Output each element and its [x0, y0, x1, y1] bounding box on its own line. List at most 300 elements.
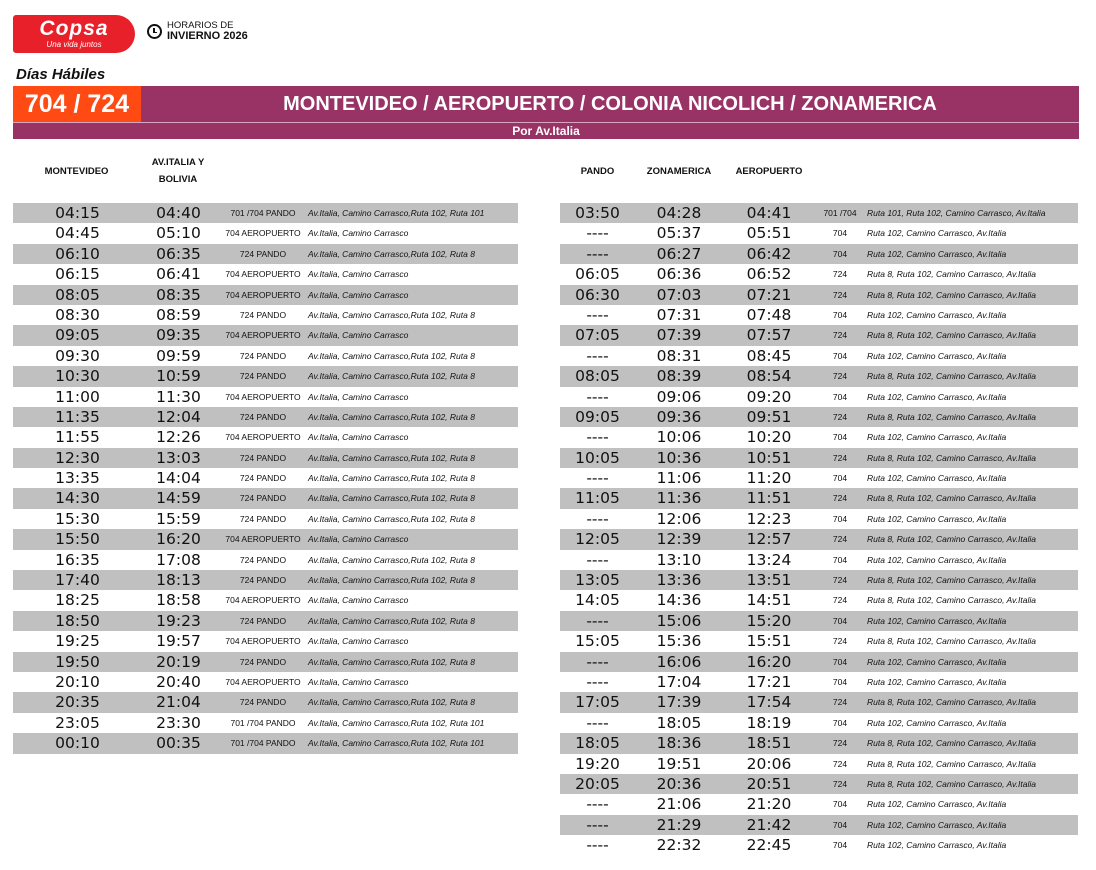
route-via: Ruta 8, Ruta 102, Camino Carrasco, Av.Italia: [867, 534, 1036, 545]
montevideo-time: 13:35: [55, 469, 100, 488]
av-italia-bolivia-time: 16:20: [156, 530, 201, 549]
table-row: [13, 427, 518, 447]
service-label: 704: [832, 799, 848, 810]
table-row: [560, 509, 1078, 529]
service-label: 724: [832, 738, 848, 749]
route-via: Ruta 8, Ruta 102, Camino Carrasco, Av.Italia: [867, 738, 1036, 749]
aeropuerto-time: 07:21: [746, 285, 792, 304]
aeropuerto-time: 14:51: [746, 591, 792, 610]
service-label: 704: [832, 228, 848, 239]
av-italia-bolivia-time: 09:59: [156, 346, 201, 365]
route-via: Av.Italia, Camino Carrasco: [308, 595, 409, 606]
service-label: 704 AEROPUERTO: [225, 269, 301, 280]
pando-time: ----: [586, 611, 609, 630]
service-label: 704: [832, 676, 848, 687]
pando-time: ----: [586, 672, 609, 691]
aeropuerto-time: 12:23: [746, 509, 792, 528]
service-label: 704: [832, 840, 848, 851]
table-row: [13, 244, 518, 264]
pando-time: 11:05: [575, 489, 620, 508]
route-via: Ruta 102, Camino Carrasco, Av.Italia: [867, 391, 1007, 402]
route-via: Ruta 102, Camino Carrasco, Av.Italia: [867, 432, 1007, 443]
header-aeropuerto: AEROPUERTO: [735, 166, 803, 177]
outbound-timetable: [13, 203, 518, 754]
zonamerica-time: 19:51: [656, 754, 702, 773]
av-italia-bolivia-time: 20:19: [156, 652, 201, 671]
aeropuerto-time: 16:20: [746, 652, 792, 671]
route-via: Av.Italia, Camino Carrasco,Ruta 102, Ruta 101: [308, 738, 485, 749]
zonamerica-time: 04:28: [656, 204, 702, 222]
route-via: Ruta 102, Camino Carrasco, Av.Italia: [867, 799, 1007, 810]
table-row: [560, 754, 1078, 774]
aeropuerto-time: 21:42: [746, 815, 792, 834]
service-label: 704: [832, 248, 848, 259]
service-label: 724: [832, 411, 848, 422]
zonamerica-time: 18:36: [656, 734, 702, 753]
header-pando: PANDO: [580, 166, 615, 177]
aeropuerto-time: 21:20: [746, 795, 792, 814]
aeropuerto-time: 07:48: [746, 305, 792, 324]
pando-time: ----: [586, 244, 609, 263]
zonamerica-time: 22:32: [656, 836, 702, 855]
service-label: 724 PANDO: [239, 309, 287, 320]
zonamerica-time: 05:37: [656, 224, 702, 243]
service-label: 724: [832, 330, 848, 341]
pando-time: 19:20: [575, 754, 620, 773]
route-via: Av.Italia, Camino Carrasco: [308, 269, 409, 280]
av-italia-bolivia-time: 09:35: [156, 326, 201, 345]
pando-time: ----: [586, 509, 609, 528]
montevideo-time: 19:50: [55, 652, 100, 671]
montevideo-time: 20:35: [55, 693, 100, 712]
service-label: 701 /704 PANDO: [230, 717, 296, 728]
service-label: 724 PANDO: [239, 615, 287, 626]
table-row: [560, 713, 1078, 733]
av-italia-bolivia-time: 14:04: [156, 469, 201, 488]
zonamerica-time: 07:03: [656, 285, 702, 304]
table-row: [560, 407, 1078, 427]
route-via: Av.Italia, Camino Carrasco,Ruta 102, Ruta 8: [308, 615, 475, 626]
pando-time: ----: [586, 346, 609, 365]
season-label: [147, 21, 248, 41]
table-row: [13, 203, 518, 223]
pando-time: ----: [586, 305, 609, 324]
aeropuerto-time: 18:51: [746, 734, 792, 753]
zonamerica-time: 20:36: [656, 774, 702, 793]
route-via: Av.Italia, Camino Carrasco,Ruta 102, Ruta 8: [308, 697, 475, 708]
service-label: 724 PANDO: [239, 371, 287, 382]
header-zonamerica: ZONAMERICA: [646, 166, 712, 177]
table-row: [560, 305, 1078, 325]
aeropuerto-time: 13:51: [746, 571, 792, 590]
table-row: [13, 285, 518, 305]
route-via: Av.Italia, Camino Carrasco,Ruta 102, Ruta 8: [308, 350, 475, 361]
av-italia-bolivia-time: 21:04: [156, 693, 201, 712]
service-label: 724 PANDO: [239, 554, 287, 565]
av-italia-bolivia-time: 14:59: [156, 489, 201, 508]
zonamerica-time: 06:27: [656, 244, 702, 263]
table-row: [13, 529, 518, 549]
service-label: 704 AEROPUERTO: [225, 391, 301, 402]
montevideo-time: 20:10: [55, 672, 100, 691]
pando-time: ----: [586, 387, 609, 406]
table-row: [560, 285, 1078, 305]
montevideo-time: 06:10: [55, 244, 100, 263]
table-row: [560, 631, 1078, 651]
service-label: 724 PANDO: [239, 248, 287, 259]
table-row: [560, 264, 1078, 284]
aeropuerto-time: 13:24: [746, 550, 792, 569]
montevideo-time: 23:05: [55, 713, 100, 732]
service-label: 704 AEROPUERTO: [225, 289, 301, 300]
service-label: 724: [832, 371, 848, 382]
montevideo-time: 08:30: [55, 305, 100, 324]
aeropuerto-time: 12:57: [746, 530, 792, 549]
pando-time: ----: [586, 550, 609, 569]
service-label: 724: [832, 269, 848, 280]
table-row: [560, 774, 1078, 794]
table-row: [560, 835, 1078, 855]
aeropuerto-time: 05:51: [746, 224, 792, 243]
zonamerica-time: 10:06: [656, 428, 702, 447]
table-row: [13, 468, 518, 488]
route-via: Ruta 8, Ruta 102, Camino Carrasco, Av.Italia: [867, 778, 1036, 789]
pando-time: 07:05: [575, 326, 620, 345]
table-row: [560, 550, 1078, 570]
table-row: [560, 244, 1078, 264]
aeropuerto-time: 08:54: [746, 367, 792, 386]
pando-time: 18:05: [575, 734, 620, 753]
table-row: [560, 652, 1078, 672]
montevideo-time: 06:15: [55, 265, 100, 284]
table-row: [560, 794, 1078, 814]
route-via: Ruta 102, Camino Carrasco, Av.Italia: [867, 513, 1007, 524]
table-row: [560, 570, 1078, 590]
av-italia-bolivia-time: 12:26: [156, 428, 201, 447]
route-via: Av.Italia, Camino Carrasco,Ruta 102, Ruta 8: [308, 248, 475, 259]
route-via: Av.Italia, Camino Carrasco,Ruta 102, Ruta 8: [308, 371, 475, 382]
table-row: [13, 305, 518, 325]
zonamerica-time: 09:06: [656, 387, 702, 406]
table-row: [13, 264, 518, 284]
zonamerica-time: 08:31: [656, 346, 702, 365]
pando-time: 03:50: [575, 204, 620, 222]
service-label: 701 /704 PANDO: [230, 208, 296, 218]
service-label: 704: [832, 656, 848, 667]
montevideo-time: 15:50: [55, 530, 100, 549]
service-label: 704 AEROPUERTO: [225, 534, 301, 545]
av-italia-bolivia-time: 18:13: [156, 571, 201, 590]
route-via: Ruta 102, Camino Carrasco, Av.Italia: [867, 309, 1007, 320]
av-italia-bolivia-time: 19:23: [156, 611, 201, 630]
service-label: 724: [832, 595, 848, 606]
table-row: [13, 631, 518, 651]
pando-time: 09:05: [575, 407, 620, 426]
service-label: 704 AEROPUERTO: [225, 228, 301, 239]
route-via: Ruta 8, Ruta 102, Camino Carrasco, Av.Italia: [867, 697, 1036, 708]
service-label: 724: [832, 534, 848, 545]
season-line2: INVIERNO 2026: [167, 30, 248, 42]
zonamerica-time: 10:36: [656, 448, 702, 467]
route-via: Ruta 102, Camino Carrasco, Av.Italia: [867, 717, 1007, 728]
montevideo-time: 09:05: [55, 326, 100, 345]
route-via: Av.Italia, Camino Carrasco: [308, 289, 409, 300]
service-label: 724: [832, 289, 848, 300]
pando-time: 06:05: [575, 265, 620, 284]
zonamerica-time: 21:29: [656, 815, 702, 834]
service-label: 704: [832, 391, 848, 402]
service-label: 724 PANDO: [239, 493, 287, 504]
service-label: 724 PANDO: [239, 411, 287, 422]
route-via: Av.Italia, Camino Carrasco,Ruta 102, Ruta 8: [308, 309, 475, 320]
service-label: 704: [832, 350, 848, 361]
route-via: Ruta 101, Ruta 102, Camino Carrasco, Av.Italia: [867, 208, 1046, 218]
route-via: Ruta 102, Camino Carrasco, Av.Italia: [867, 554, 1007, 565]
service-label: 724: [832, 575, 848, 586]
av-italia-bolivia-time: 15:59: [156, 509, 201, 528]
zonamerica-time: 15:06: [656, 611, 702, 630]
route-via: Av.Italia, Camino Carrasco: [308, 636, 409, 647]
route-via: Av.Italia, Camino Carrasco: [308, 228, 409, 239]
montevideo-time: 04:45: [55, 224, 100, 243]
route-via: Av.Italia, Camino Carrasco,Ruta 102, Ruta 8: [308, 575, 475, 586]
av-italia-bolivia-time: 18:58: [156, 591, 201, 610]
table-row: [560, 427, 1078, 447]
route-via: Av.Italia, Camino Carrasco: [308, 391, 409, 402]
table-row: [13, 590, 518, 610]
zonamerica-time: 15:36: [656, 632, 702, 651]
route-via: Ruta 8, Ruta 102, Camino Carrasco, Av.Italia: [867, 575, 1036, 586]
service-label: 724: [832, 778, 848, 789]
route-via: Ruta 8, Ruta 102, Camino Carrasco, Av.Italia: [867, 758, 1036, 769]
montevideo-time: 11:35: [55, 407, 100, 426]
service-label: 704 AEROPUERTO: [225, 432, 301, 443]
zonamerica-time: 17:04: [656, 672, 702, 691]
route-via: Ruta 102, Camino Carrasco, Av.Italia: [867, 350, 1007, 361]
aeropuerto-time: 07:57: [746, 326, 792, 345]
table-row: [560, 611, 1078, 631]
route-via: Av.Italia, Camino Carrasco: [308, 330, 409, 341]
montevideo-time: 19:25: [55, 632, 100, 651]
pando-time: ----: [586, 713, 609, 732]
route-subtitle: Por Av.Italia: [512, 124, 580, 138]
table-row: [560, 692, 1078, 712]
route-via: Ruta 8, Ruta 102, Camino Carrasco, Av.Italia: [867, 289, 1036, 300]
service-label: 724 PANDO: [239, 575, 287, 586]
service-label: 704: [832, 309, 848, 320]
header-montevideo: MONTEVIDEO: [44, 166, 109, 177]
route-banner: [13, 86, 1079, 139]
route-via: Av.Italia, Camino Carrasco,Ruta 102, Ruta 8: [308, 554, 475, 565]
service-label: 724 PANDO: [239, 452, 287, 463]
table-row: [13, 733, 518, 753]
route-title: MONTEVIDEO / AEROPUERTO / COLONIA NICOLICH / ZONAMERICA: [283, 93, 937, 115]
route-via: Ruta 102, Camino Carrasco, Av.Italia: [867, 819, 1007, 830]
table-row: [560, 488, 1078, 508]
route-via: Av.Italia, Camino Carrasco: [308, 432, 409, 443]
av-italia-bolivia-time: 19:57: [156, 632, 201, 651]
route-via: Ruta 102, Camino Carrasco, Av.Italia: [867, 228, 1007, 239]
pando-time: 14:05: [575, 591, 620, 610]
pando-time: 06:30: [575, 285, 620, 304]
aeropuerto-time: 20:06: [746, 754, 792, 773]
av-italia-bolivia-time: 05:10: [156, 224, 201, 243]
route-via: Av.Italia, Camino Carrasco,Ruta 102, Ruta 101: [308, 208, 485, 218]
table-row: [13, 223, 518, 243]
service-label: 724: [832, 636, 848, 647]
aeropuerto-time: 18:19: [746, 713, 792, 732]
table-row: [13, 488, 518, 508]
table-row: [13, 713, 518, 733]
table-row: [560, 529, 1078, 549]
zonamerica-time: 13:36: [656, 571, 702, 590]
day-type-heading: Días Hábiles: [16, 66, 106, 83]
service-label: 724: [832, 697, 848, 708]
aeropuerto-time: 20:51: [746, 774, 792, 793]
route-via: Ruta 102, Camino Carrasco, Av.Italia: [867, 473, 1007, 484]
route-via: Ruta 8, Ruta 102, Camino Carrasco, Av.Italia: [867, 269, 1036, 280]
montevideo-time: 14:30: [55, 489, 100, 508]
av-italia-bolivia-time: 17:08: [156, 550, 201, 569]
service-label: 704: [832, 513, 848, 524]
pando-time: 10:05: [575, 448, 620, 467]
pando-time: ----: [586, 428, 609, 447]
pando-time: 17:05: [575, 693, 620, 712]
aeropuerto-time: 06:52: [746, 265, 792, 284]
av-italia-bolivia-time: 11:30: [156, 387, 201, 406]
service-label: 704: [832, 473, 848, 484]
aeropuerto-time: 08:45: [746, 346, 792, 365]
route-via: Ruta 102, Camino Carrasco, Av.Italia: [867, 615, 1007, 626]
route-via: Ruta 8, Ruta 102, Camino Carrasco, Av.Italia: [867, 636, 1036, 647]
service-label: 704: [832, 615, 848, 626]
zonamerica-time: 13:10: [656, 550, 702, 569]
table-row: [560, 468, 1078, 488]
zonamerica-time: 14:36: [656, 591, 702, 610]
table-row: [13, 652, 518, 672]
zonamerica-time: 21:06: [656, 795, 702, 814]
table-row: [13, 509, 518, 529]
aeropuerto-time: 15:51: [746, 632, 792, 651]
aeropuerto-time: 09:51: [746, 407, 792, 426]
route-via: Ruta 8, Ruta 102, Camino Carrasco, Av.Italia: [867, 595, 1036, 606]
service-label: 724 PANDO: [239, 350, 287, 361]
header-av-italia-bolivia: AV.ITALIA Y BOLIVIA: [151, 157, 205, 185]
service-label: 704: [832, 554, 848, 565]
table-row: [13, 672, 518, 692]
service-label: 724 PANDO: [239, 697, 287, 708]
aeropuerto-time: 10:20: [746, 428, 792, 447]
season-line1: HORARIOS DE: [167, 20, 234, 31]
table-row: [560, 672, 1078, 692]
pando-time: ----: [586, 652, 609, 671]
pando-time: 13:05: [575, 571, 620, 590]
brand-name: Copsa: [39, 17, 109, 40]
service-label: 724: [832, 452, 848, 463]
aeropuerto-time: 22:45: [746, 836, 792, 855]
table-row: [560, 223, 1078, 243]
service-label: 704 AEROPUERTO: [225, 330, 301, 341]
service-label: 701 /704: [823, 208, 857, 218]
pando-time: 12:05: [575, 530, 620, 549]
table-row: [13, 570, 518, 590]
service-label: 704 AEROPUERTO: [225, 595, 301, 606]
table-row: [13, 387, 518, 407]
table-row: [13, 325, 518, 345]
service-label: 704: [832, 432, 848, 443]
aeropuerto-time: 10:51: [746, 448, 792, 467]
pando-time: ----: [586, 224, 609, 243]
aeropuerto-time: 17:21: [746, 672, 792, 691]
av-italia-bolivia-time: 23:30: [156, 713, 201, 732]
av-italia-bolivia-time: 00:35: [156, 734, 201, 753]
service-label: 704: [832, 717, 848, 728]
inbound-timetable: [560, 203, 1078, 856]
service-label: 724: [832, 493, 848, 504]
zonamerica-time: 08:39: [656, 367, 702, 386]
montevideo-time: 08:05: [55, 285, 100, 304]
route-via: Av.Italia, Camino Carrasco,Ruta 102, Ruta 101: [308, 717, 485, 728]
pando-time: ----: [586, 836, 609, 855]
service-label: 724 PANDO: [239, 656, 287, 667]
montevideo-time: 18:25: [55, 591, 100, 610]
zonamerica-time: 16:06: [656, 652, 702, 671]
table-row: [560, 590, 1078, 610]
table-row: [13, 366, 518, 386]
aeropuerto-time: 11:20: [746, 469, 792, 488]
zonamerica-time: 11:06: [656, 469, 702, 488]
table-row: [13, 550, 518, 570]
montevideo-time: 11:55: [55, 428, 100, 447]
montevideo-time: 00:10: [55, 734, 100, 753]
pando-time: ----: [586, 795, 609, 814]
table-row: [13, 407, 518, 427]
route-via: Ruta 102, Camino Carrasco, Av.Italia: [867, 676, 1007, 687]
aeropuerto-time: 04:41: [746, 204, 792, 222]
table-row: [560, 325, 1078, 345]
av-italia-bolivia-time: 08:59: [156, 305, 201, 324]
table-row: [560, 448, 1078, 468]
service-label: 724 PANDO: [239, 473, 287, 484]
av-italia-bolivia-time: 13:03: [156, 448, 201, 467]
montevideo-time: 15:30: [55, 509, 100, 528]
zonamerica-time: 17:39: [656, 693, 702, 712]
route-via: Av.Italia, Camino Carrasco,Ruta 102, Ruta 8: [308, 452, 475, 463]
zonamerica-time: 18:05: [656, 713, 702, 732]
table-row: [560, 733, 1078, 753]
route-via: Ruta 102, Camino Carrasco, Av.Italia: [867, 656, 1007, 667]
zonamerica-time: 07:39: [656, 326, 702, 345]
zonamerica-time: 11:36: [656, 489, 702, 508]
service-label: 724 PANDO: [239, 513, 287, 524]
montevideo-time: 16:35: [55, 550, 100, 569]
table-row: [13, 346, 518, 366]
montevideo-time: 12:30: [55, 448, 100, 467]
av-italia-bolivia-time: 12:04: [156, 407, 201, 426]
route-via: Ruta 102, Camino Carrasco, Av.Italia: [867, 248, 1007, 259]
brand-tagline: Una vida juntos: [46, 40, 102, 49]
pando-time: 20:05: [575, 774, 620, 793]
pando-time: 08:05: [575, 367, 620, 386]
route-via: Av.Italia, Camino Carrasco,Ruta 102, Ruta 8: [308, 656, 475, 667]
table-row: [560, 815, 1078, 835]
zonamerica-time: 12:39: [656, 530, 702, 549]
route-via: Ruta 8, Ruta 102, Camino Carrasco, Av.Italia: [867, 411, 1036, 422]
aeropuerto-time: 15:20: [746, 611, 792, 630]
table-row: [560, 366, 1078, 386]
service-label: 724: [832, 758, 848, 769]
clock-icon: [147, 24, 162, 39]
